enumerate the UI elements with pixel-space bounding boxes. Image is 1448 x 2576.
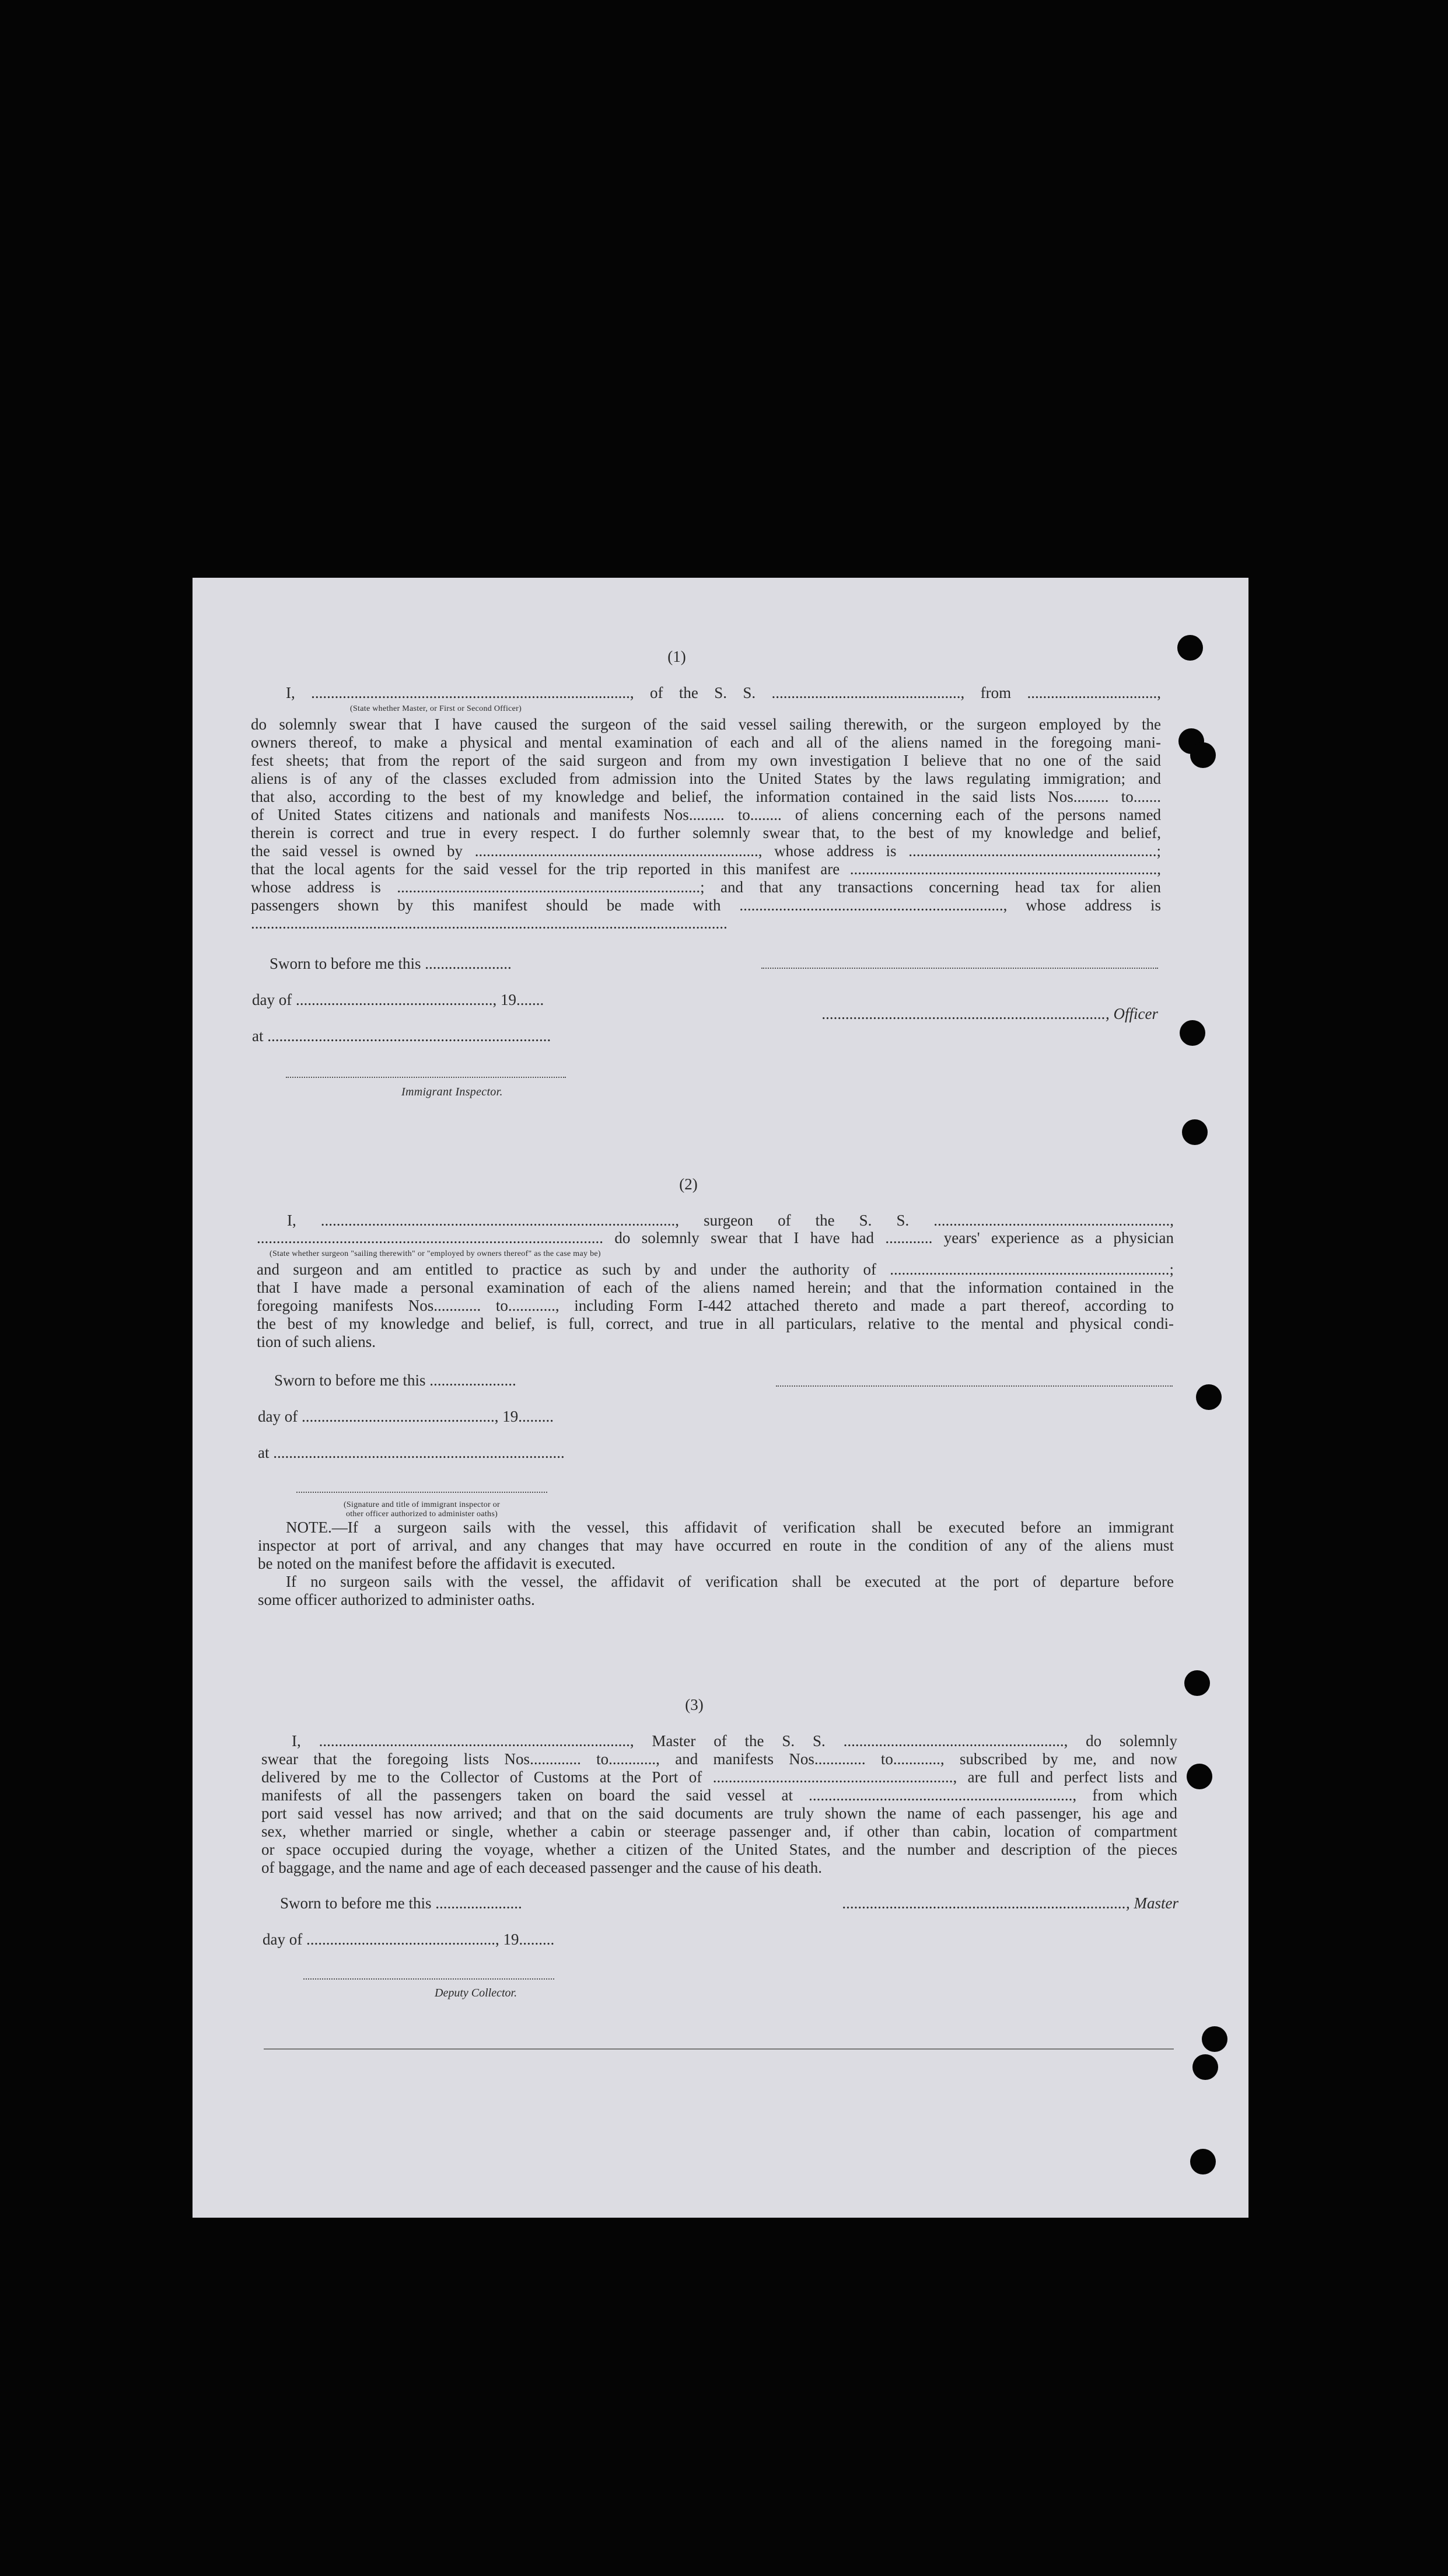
note-line-5: some officer authorized to administer oaths. [258,1591,535,1608]
section-number-2: (2) [679,1175,698,1193]
section-2-line-4: the best of my knowledge and belief, is full, correct, and true in all particulars, relative to the mental and physical condi- [257,1315,1174,1332]
section-number-1: (1) [667,648,686,665]
binder-hole-1 [1177,635,1203,661]
sworn-line-1: Sworn to before me this ...................... [270,955,512,972]
section-1-line-9: that the local agents for the said vessel for the trip reported in this manifest are .............................................................................., [251,860,1161,878]
sworn-line-3: Sworn to before me this ...................... [280,1894,522,1912]
binder-hole-6 [1196,1384,1222,1410]
binder-hole-9 [1202,2026,1227,2052]
binder-hole-11 [1190,2149,1216,2174]
binder-hole-7 [1184,1670,1210,1696]
signature-caption-2: other officer authorized to administer oaths) [345,1510,498,1519]
at-line-1: at ........................................................................ [252,1027,551,1045]
witness-signature-rule [296,1492,547,1493]
section-1-line-1: do solemnly swear that I have caused the surgeon of the said vessel sailing therewith, or the surgeon employed by the [251,715,1161,733]
binder-hole-5 [1182,1119,1208,1145]
inspector-signature-rule [286,1077,566,1078]
section-2-line-3: foregoing manifests Nos............ to............, including Form I-442 attached thereto and made a part thereof, according to [257,1297,1174,1314]
officer-signature: ........................................................................, Officer [822,1005,1158,1022]
binder-hole-8 [1187,1764,1212,1789]
signature-caption-1: (Signature and title of immigrant inspector or [343,1500,501,1509]
at-line-2: at .......................................................................... [258,1444,565,1461]
surgeon-signature-rule [776,1385,1173,1387]
section-2-line-2: that I have made a personal examination of each of the aliens named herein; and that the information contained in the [257,1279,1174,1296]
section-1-line-5: that also, according to the best of my knowledge and belief, the information contained in the said lists Nos......... to....... [251,788,1161,805]
officer-signature-rule-top [761,968,1158,969]
day-line-2: day of ................................................., 19......... [258,1408,554,1425]
binder-hole-4 [1180,1020,1205,1046]
surgeon-oath-line-2: ........................................................................................ do solemnly swear that I have had ............ years' experience as a physician [257,1229,1174,1247]
section-1-line-4: aliens is of any of the classes excluded from admission into the United States by the laws regulating immigration; and [251,770,1161,787]
inspector-title: Immigrant Inspector. [401,1085,503,1098]
section-3-line-8: of baggage, and the name and age of each deceased passenger and the cause of his death. [261,1859,823,1876]
day-line-1: day of .................................................., 19....... [252,991,544,1008]
officer-oath-line: I, ................................................................................., of the S. S. ................................................, from ................................., [286,684,1161,701]
section-2-line-1: and surgeon and am entitled to practice as such by and under the authority of .......................................................................; [257,1261,1174,1278]
surgeon-oath-line: I, .........................................................................................., surgeon of the S. S. ............................................................, [287,1212,1174,1229]
section-3-line-5: port said vessel has now arrived; and that on the said documents are truly shown the name of each passenger, his age and [261,1804,1177,1822]
binder-hole-3 [1190,742,1216,768]
manifest-affidavit-page [193,578,1248,2218]
note-line-4: If no surgeon sails with the vessel, the affidavit of verification shall be executed at the port of departure before [286,1573,1174,1590]
section-3-line-2: swear that the foregoing lists Nos............. to............, and manifests Nos............. to............, subscribed by me, and now [261,1750,1177,1768]
master-signature: ........................................................................, Master [842,1894,1178,1912]
deputy-title: Deputy Collector. [435,1987,517,1999]
bottom-rule [264,2048,1174,2050]
section-3-line-7: or space occupied during the voyage, whether a citizen of the United States, and the number and description of the pieces [261,1841,1177,1858]
officer-caption: (State whether Master, or First or Second Officer) [350,704,522,713]
section-1-line-12: ......................................................................................................................... [251,914,728,932]
deputy-signature-rule [303,1978,554,1980]
binder-hole-10 [1192,2054,1218,2080]
section-1-line-11: passengers shown by this manifest should be made with ..................................................................., whose address is [251,896,1161,914]
note-line-1: NOTE.—If a surgeon sails with the vessel, this affidavit of verification shall be executed before an immigrant [286,1519,1174,1536]
sworn-line-2: Sworn to before me this ...................... [274,1371,516,1389]
note-line-2: inspector at port of arrival, and any changes that may have occurred en route in the condition of any of the aliens must [258,1537,1174,1554]
section-3-line-1: I, ..............................................................................., Master of the S. S. ........................................................, do solemnly [292,1732,1177,1750]
section-3-line-3: delivered by me to the Collector of Customs at the Port of ............................................................., are full and perfect lists and [261,1768,1177,1786]
section-1-line-8: the said vessel is owned by ........................................................................, whose address is ...............................................................; [251,842,1161,860]
surgeon-caption: (State whether surgeon "sailing therewith" or "employed by owners thereof" as the case may be) [270,1249,601,1258]
section-1-line-10: whose address is .............................................................................; and that any transactions concerning head tax for alien [251,878,1161,896]
day-line-3: day of ................................................, 19......... [263,1931,555,1948]
note-line-3: be noted on the manifest before the affidavit is executed. [258,1555,615,1572]
section-3-line-6: sex, whether married or single, whether a cabin or steerage passenger and, if other than cabin, location of compartment [261,1823,1177,1840]
section-2-line-5: tion of such aliens. [257,1333,376,1350]
section-1-line-3: fest sheets; that from the report of the said surgeon and from my own investigation I believe that no one of the said [251,752,1161,769]
section-1-line-7: therein is correct and true in every respect. I do further solemnly swear that, to the best of my knowledge and belief, [251,824,1161,842]
section-1-line-6: of United States citizens and nationals and manifests Nos......... to........ of aliens concerning each of the persons named [251,806,1161,823]
section-number-3: (3) [685,1696,704,1713]
section-3-line-4: manifests of all the passengers taken on board the said vessel at ..................................................................., from which [261,1786,1177,1804]
section-1-line-2: owners thereof, to make a physical and mental examination of each and all of the aliens named in the foregoing mani- [251,734,1161,751]
